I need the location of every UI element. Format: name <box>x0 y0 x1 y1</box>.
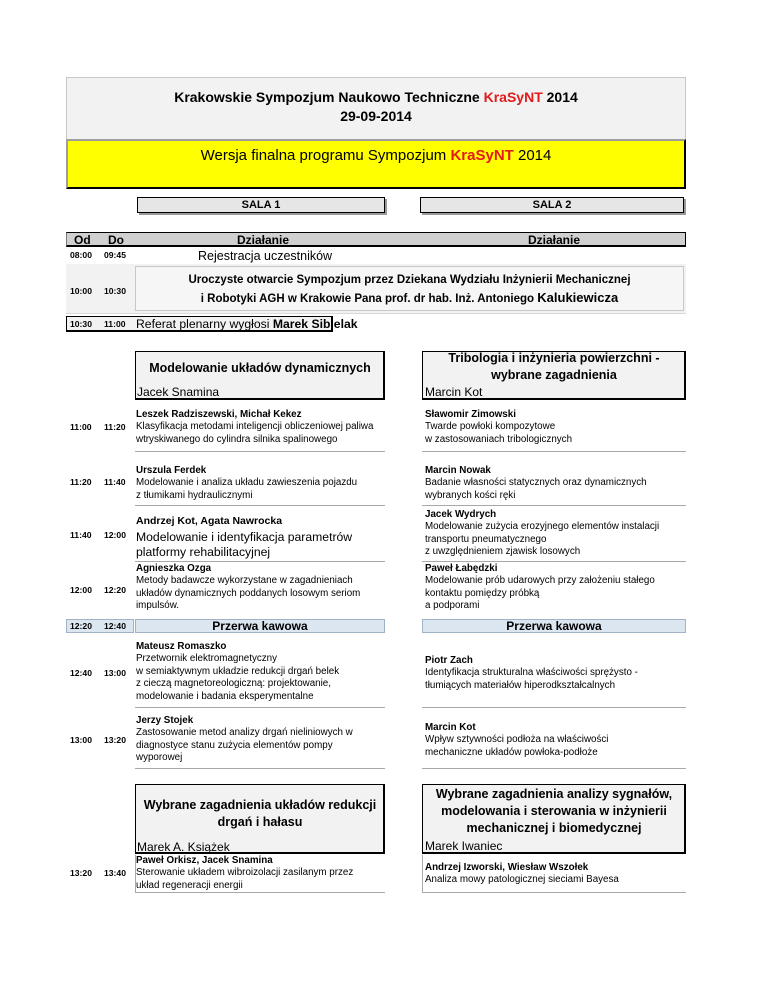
talk-entry: Marcin Nowak Badanie własności statycznych oraz dynamicznych wybranych kości ręki <box>425 465 647 501</box>
time-from: 12:40 <box>70 668 92 678</box>
talk-entry: Paweł Łabędzki Modelowanie prób udarowych przy założeniu stałego kontaktu pomiędzy próbką a podporami <box>425 563 655 612</box>
time-to: 12:20 <box>104 585 126 595</box>
time-from: 12:00 <box>70 585 92 595</box>
talk-entry: Andrzej Kot, Agata Nawrocka Modelowanie i identyfikacja parametrów platformy rehabilitacyjnej <box>136 515 353 559</box>
plenary-talk-text: Referat plenarny wygłosi Marek Sibielak <box>136 317 358 331</box>
time-from: 13:20 <box>70 868 92 878</box>
column-divider <box>135 855 136 893</box>
row-divider <box>422 505 686 506</box>
time-to: 13:20 <box>104 735 126 745</box>
talk-entry: Jerzy Stojek Zastosowanie metod analizy drgań nieliniowych w diagnostyce stanu zużycia elementów pompy wyporowej <box>136 715 353 764</box>
coffee-break-right: Przerwa kawowa <box>422 619 686 633</box>
session-1-right-title: Tribologia i inżynieria powierzchni - wybrane zagadnienia <box>448 351 660 382</box>
row-divider <box>135 707 385 708</box>
brand-y: y <box>516 89 525 105</box>
row-divider <box>422 768 686 769</box>
time-to: 13:00 <box>104 668 126 678</box>
talk-entry: Sławomir Zimowski Twarde powłoki kompozytowe w zastosowaniach tribologicznych <box>425 409 573 445</box>
row-divider <box>135 768 385 769</box>
time-to: 09:45 <box>104 250 126 260</box>
session-1-right-chair: Marcin Kot <box>425 385 483 399</box>
session-2-right-chair: Marek Iwaniec <box>425 839 503 853</box>
time-from: 13:00 <box>70 735 92 745</box>
room-1-label: SALA 1 <box>137 197 385 213</box>
column-action-2: Działanie <box>528 233 581 247</box>
coffee-break-left: Przerwa kawowa <box>135 619 385 633</box>
time-to: 12:40 <box>104 621 126 631</box>
brand-kra: Kra <box>483 89 507 105</box>
session-2-right-title: Wybrane zagadnienia analizy sygnałów, modelowania i sterowania w inżynierii mechanicznej i biomedycznej <box>435 787 673 835</box>
time-to: 11:40 <box>104 477 126 487</box>
row-divider <box>422 561 686 562</box>
header-date: 29-09-2014 <box>340 108 412 124</box>
time-to: 13:40 <box>104 868 126 878</box>
time-to: 12:00 <box>104 530 126 540</box>
column-from: Od <box>74 233 91 247</box>
row-divider <box>422 892 686 893</box>
time-from: 10:30 <box>70 319 92 329</box>
session-2-left-title: Wybrane zagadnienia układów redukcji drgań i hałasu <box>143 798 377 829</box>
time-from: 11:00 <box>70 422 92 432</box>
column-action-1: Działanie <box>237 233 290 247</box>
session-2-left-chair: Marek A. Książek <box>137 840 230 854</box>
brand-nt: NT <box>524 89 543 105</box>
session-1-left-chair: Jacek Snamina <box>137 385 220 399</box>
time-to: 10:30 <box>104 286 126 296</box>
talk-entry: Urszula Ferdek Modelowanie i analiza układu zawieszenia pojazdu z tłumikami hydraulicznymi <box>136 465 358 501</box>
row-divider <box>135 892 385 893</box>
talk-entry: Piotr Zach Identyfikacja strukturalna właściwości sprężysto - tłumiących materiałów hiperodkształcalnych <box>425 655 638 691</box>
time-from: 11:20 <box>70 477 92 487</box>
time-to: 11:20 <box>104 422 126 432</box>
talk-entry: Mateusz Romaszko Przetwornik elektromagnetyczny w semiaktywnym układzie redukcji drgań belek z cieczą magnetoreologiczną: projektowanie, modelowanie i badania eksperymentalne <box>136 641 340 702</box>
brand-s: S <box>506 89 517 105</box>
row-divider <box>135 451 385 452</box>
header-title: Krakowskie Sympozjum Naukowo Techniczne KraSyNT 2014 <box>174 89 578 105</box>
time-from: 08:00 <box>70 250 92 260</box>
opening-ceremony-text: Uroczyste otwarcie Sympozjum przez Dziekana Wydziału Inżynierii Mechanicznej i Robotyki AGH w Krakowie Pana prof. dr hab. Inż. Antoniego Kalukiewicza <box>188 274 631 305</box>
talk-entry: Andrzej Izworski, Wiesław Wszołek Analiza mowy patologicznej sieciami Bayesa <box>425 862 619 886</box>
registration-text: Rejestracja uczestników <box>198 249 333 263</box>
column-header-bar <box>66 232 686 247</box>
room-2-label: SALA 2 <box>420 197 684 213</box>
talk-entry: Marcin Kot Wpływ sztywności podłoża na właściwości mechaniczne układów powłoka-podłoże <box>425 722 609 758</box>
time-from: 10:00 <box>70 286 92 296</box>
session-1-left-title: Modelowanie układów dynamicznych <box>149 361 371 375</box>
time-from: 11:40 <box>70 530 92 540</box>
row-divider <box>422 707 686 708</box>
row-divider <box>422 451 686 452</box>
time-to: 11:00 <box>104 319 126 329</box>
column-divider <box>422 855 423 893</box>
final-version-banner: Wersja finalna programu Sympozjum KraSyNT 2014 <box>66 139 686 189</box>
talk-entry: Jacek Wydrych Modelowanie zużycia erozyjnego elementów instalacji transportu pneumatycznego z uwzględnieniem zjawisk losowych <box>425 509 660 558</box>
talk-entry: Agnieszka Ozga Metody badawcze wykorzystane w zagadnieniach układów dynamicznych poddanych losowym seriom impulsów. <box>136 563 361 612</box>
talk-entry: Paweł Orkisz, Jacek Snamina Sterowanie układem wibroizolacji zasilanym przez układ regeneracji energii <box>136 855 354 891</box>
talk-entry: Leszek Radziszewski, Michał Kekez Klasyfikacja metodami inteligencji obliczeniowej paliwa wtryskiwanego do cylindra silnika spalinowego <box>136 409 374 445</box>
row-divider <box>135 561 385 562</box>
symposium-header <box>66 77 686 140</box>
column-to: Do <box>108 233 124 247</box>
row-divider <box>135 505 385 506</box>
time-from: 12:20 <box>70 621 92 631</box>
